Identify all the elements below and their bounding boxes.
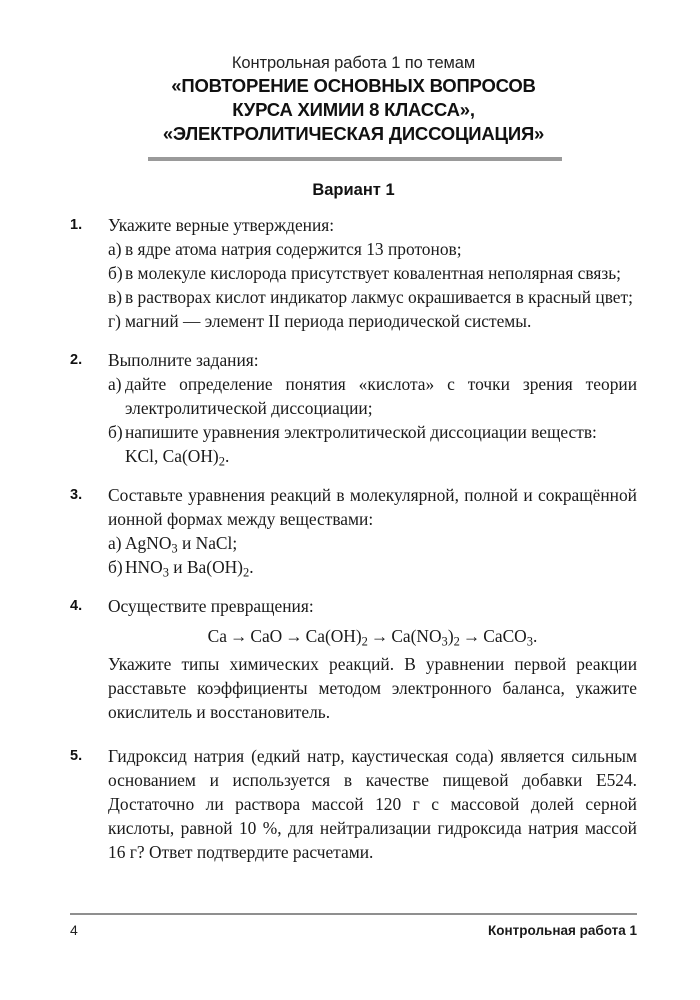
task-followup-text: Укажите типы химических реакций. В уравнении первой реакции расставьте коэффициенты методом электронного баланса, укажите окислитель и восстановитель.	[108, 654, 637, 722]
subitem-text: в растворах кислот индикатор лакмус окрашивается в красный цвет;	[125, 287, 633, 307]
task-subitems	[108, 237, 637, 333]
chemical-formula-inline: KCl, $Ca(OH)_2$.	[125, 446, 230, 469]
page-title-line-4: «ЭЛЕКТРОЛИТИЧЕСКАЯ ДИССОЦИАЦИЯ»	[162, 123, 545, 144]
task-number: 2.	[70, 352, 83, 368]
page-title-line-2: «ПОВТОРЕНИЕ ОСНОВНЫХ ВОПРОСОВ	[171, 75, 536, 96]
task-number: 5.	[70, 748, 83, 764]
tasks-list	[70, 213, 637, 879]
subitem-marker: а)	[108, 533, 122, 553]
reaction-chain: Ca → CaO → $Ca(OH)_2 \to Ca(NO_3)_2$ → CaCO$_3$.	[207, 626, 538, 649]
page-title-line-3: КУРСА ХИМИИ 8 КЛАССА»,	[232, 99, 475, 120]
task-body	[108, 483, 637, 579]
subitem-text: магний — элемент II периода периодической системы.	[125, 311, 532, 331]
task-lead: Составьте уравнения реакций в молекулярной, полной и сокращённой ионной формах между веществами:	[108, 485, 637, 529]
footer-divider	[70, 913, 637, 915]
task-lead: Гидроксид натрия (едкий натр, каустическая сода) является сильным основанием и используется в качестве пищевой добавки Е524. Достаточно ли раствора массой 120 г с массовой долей серной кислоты, равной 10 %, для нейтрализации гидроксида натрия массой 16 г? Ответ подтвердите расчетами.	[108, 746, 637, 862]
task-subitem	[108, 555, 637, 579]
task-subitem	[108, 237, 637, 261]
task-lead: Выполните задания:	[108, 350, 259, 370]
task-subitem	[108, 309, 637, 333]
page-title-line-1: Контрольная работа 1 по темам	[231, 54, 476, 72]
task-item	[70, 594, 637, 724]
subitem-marker: в)	[108, 287, 123, 307]
subitem-marker: б)	[108, 263, 123, 283]
task-subitems	[108, 531, 637, 579]
task-subitem	[108, 531, 637, 555]
subitem-marker: а)	[108, 374, 122, 394]
task-subitem	[108, 261, 637, 285]
task-subitems	[108, 372, 637, 468]
task-item	[70, 483, 637, 579]
header-divider	[148, 157, 562, 161]
footer-section-label: Контрольная работа 1	[488, 923, 637, 938]
task-item	[70, 348, 637, 468]
task-item	[70, 213, 637, 333]
task-number: 4.	[70, 598, 83, 614]
task-subitem	[108, 285, 637, 309]
variant-heading: Вариант 1	[312, 181, 395, 199]
subitem-text: AgNO$_3$ и NaCl;	[125, 533, 238, 556]
page-title-block	[70, 52, 637, 146]
page-number: 4	[70, 922, 78, 938]
subitem-marker: б)	[108, 557, 123, 577]
subitem-text: в ядре атома натрия содержится 13 протонов;	[125, 239, 462, 259]
task-body	[108, 213, 637, 333]
subitem-marker: б)	[108, 422, 123, 442]
task-body	[108, 594, 637, 724]
subitem-marker: а)	[108, 239, 122, 259]
page-footer	[70, 922, 637, 938]
task-item	[70, 744, 637, 864]
subitem-marker: г)	[108, 311, 121, 331]
task-subitem	[108, 420, 637, 468]
subitem-text: дайте определение понятия «кислота» с точки зрения теории электролитической диссоциации;	[125, 374, 637, 418]
task-number: 3.	[70, 487, 83, 503]
subitem-text: напишите уравнения электролитической диссоциации веществ:	[125, 422, 597, 442]
task-body	[108, 348, 637, 468]
subitem-text: в молекуле кислорода присутствует ковалентная неполярная связь;	[125, 263, 621, 283]
task-body	[108, 744, 637, 864]
task-lead: Осуществите превращения:	[108, 596, 314, 616]
subitem-text: $HNO_3$ и $Ba(OH)_2$.	[125, 557, 254, 580]
task-lead: Укажите верные утверждения:	[108, 215, 335, 235]
task-subitem	[108, 372, 637, 420]
task-number: 1.	[70, 217, 83, 233]
